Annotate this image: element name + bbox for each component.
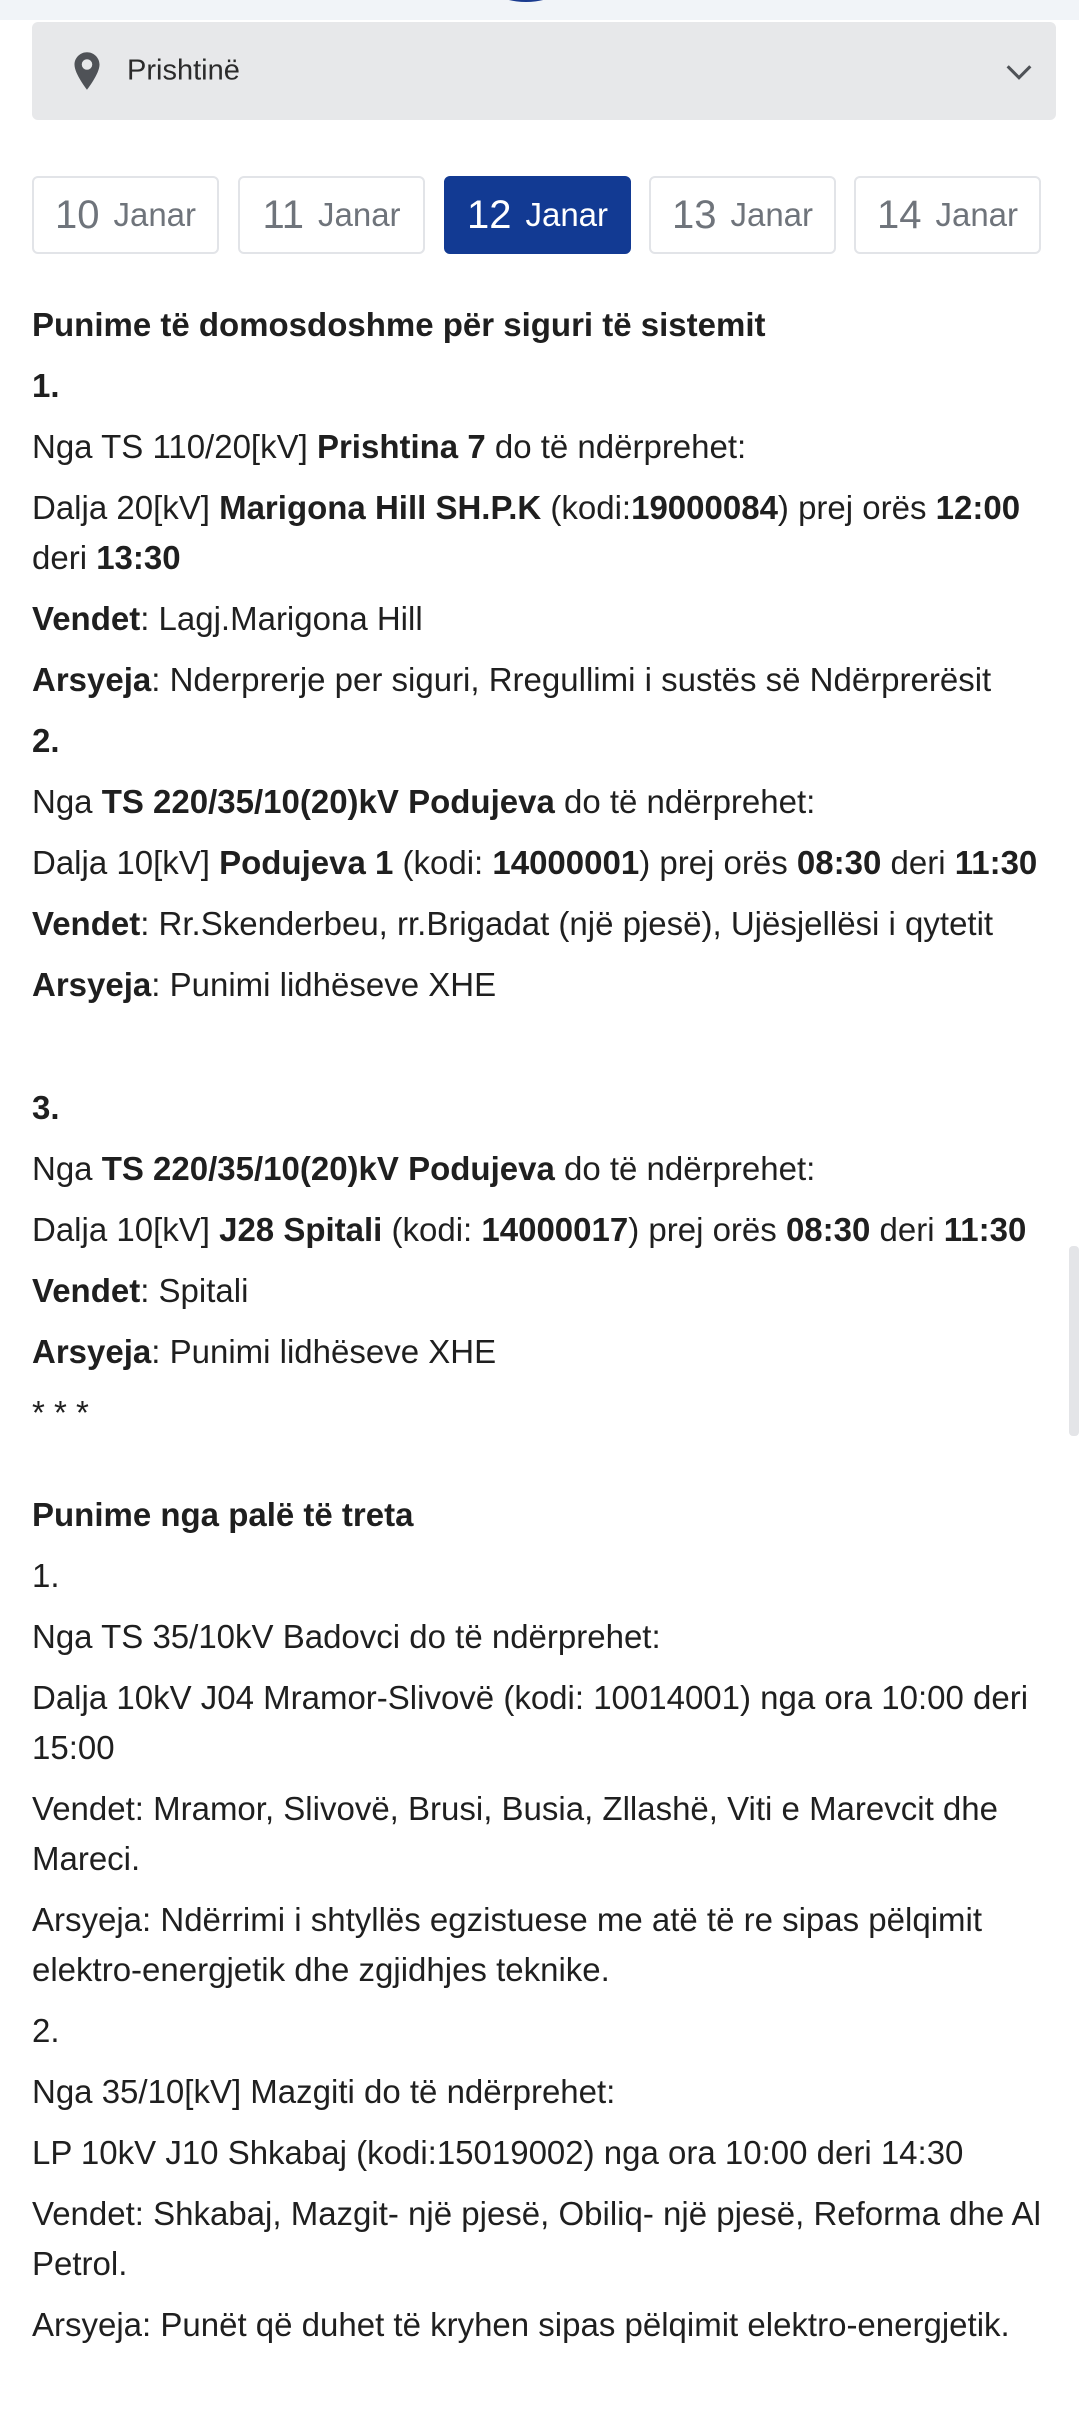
item-feeder-line: Dalja 10kV J04 Mramor-Slivovë (kodi: 10014001) nga ora 10:00 deri 15:00 xyxy=(32,1679,1029,1766)
item-source-line: Nga 35/10[kV] Mazgiti do të ndërprehet: xyxy=(32,2073,616,2110)
places-label: Vendet xyxy=(32,905,141,942)
places-value: : Rr.Skenderbeu, rr.Brigadat (një pjesë), Ujësjellësi i qytetit xyxy=(140,905,994,942)
item-places xyxy=(32,1266,1062,1327)
top-bar xyxy=(0,0,1079,20)
start-time: 12:00 xyxy=(935,489,1021,526)
feeder-name: Podujeva 1 xyxy=(219,844,394,881)
item-reason xyxy=(32,960,1062,1021)
substation-name: Prishtina 7 xyxy=(316,428,486,465)
date-tab-11[interactable] xyxy=(238,176,425,254)
substation-name: TS 220/35/10(20)kV Podujeva xyxy=(101,783,555,820)
item-places xyxy=(32,899,1062,960)
reason-value: : Nderprerje per siguri, Rregullimi i sustës së Ndërprerësit xyxy=(151,661,992,698)
text: do të ndërprehet: xyxy=(554,1150,816,1187)
outage-list xyxy=(32,300,1062,2361)
text: do të ndërprehet: xyxy=(485,428,747,465)
text: ) prej orës xyxy=(639,844,797,881)
text: do të ndërprehet: xyxy=(554,783,816,820)
item-places xyxy=(32,594,1062,655)
date-tab-13[interactable] xyxy=(649,176,836,254)
text: deri xyxy=(881,844,955,881)
reason-label: Arsyeja xyxy=(32,661,152,698)
date-month: Janar xyxy=(317,196,401,233)
date-day: 10 xyxy=(54,192,100,237)
date-month: Janar xyxy=(113,196,197,233)
item-feeder-line xyxy=(32,1205,1062,1266)
text: ) prej orës xyxy=(777,489,936,526)
item-number: 2. xyxy=(32,722,60,759)
places-value: : Lagj.Marigona Hill xyxy=(140,600,423,637)
item-reason: Arsyeja: Punët që duhet të kryhen sipas pëlqimit elektro-energjetik. xyxy=(32,2306,1010,2343)
text: (kodi: xyxy=(382,1211,482,1248)
item-feeder-line xyxy=(32,483,1062,594)
item-source-line xyxy=(32,1144,1062,1205)
date-day: 13 xyxy=(671,192,717,237)
item-number: 1. xyxy=(32,367,60,404)
end-time: 13:30 xyxy=(96,539,181,576)
text: deri xyxy=(32,539,97,576)
chevron-down-icon xyxy=(1002,55,1036,89)
text: Dalja 20[kV] xyxy=(32,489,220,526)
item-feeder-line xyxy=(32,838,1062,899)
item-reason xyxy=(32,1327,1062,1388)
city-selected-label: Prishtinë xyxy=(127,54,240,87)
places-value: : Spitali xyxy=(140,1272,249,1309)
text: Nga xyxy=(32,783,102,820)
logo-circle xyxy=(476,0,576,2)
city-dropdown[interactable] xyxy=(32,22,1056,120)
text: Dalja 10[kV] xyxy=(32,1211,220,1248)
item-reason xyxy=(32,655,1062,716)
date-tabs xyxy=(32,176,1044,254)
reason-value: : Punimi lidhëseve XHE xyxy=(151,1333,497,1370)
start-time: 08:30 xyxy=(796,844,882,881)
text: (kodi: xyxy=(541,489,632,526)
date-month: Janar xyxy=(935,196,1019,233)
date-tab-10[interactable] xyxy=(32,176,219,254)
scrollbar[interactable] xyxy=(1069,1246,1079,1436)
reason-value: : Punimi lidhëseve XHE xyxy=(151,966,497,1003)
date-day: 14 xyxy=(876,192,922,237)
date-tab-12[interactable] xyxy=(444,176,631,254)
text: Dalja 10[kV] xyxy=(32,844,220,881)
feeder-code: 14000001 xyxy=(492,844,640,881)
date-day: 12 xyxy=(466,192,512,237)
text: deri xyxy=(870,1211,944,1248)
item-places: Vendet: Mramor, Slivovë, Brusi, Busia, Zllashë, Viti e Marevcit dhe Mareci. xyxy=(32,1790,998,1877)
feeder-code: 19000084 xyxy=(631,489,778,526)
item-source-line: Nga TS 35/10kV Badovci do të ndërprehet: xyxy=(32,1618,661,1655)
item-source-line xyxy=(32,777,1062,838)
item-number: 2. xyxy=(32,2012,60,2049)
date-month: Janar xyxy=(730,196,814,233)
feeder-name: Marigona Hill SH.P.K xyxy=(219,489,542,526)
spacer xyxy=(32,1449,1062,1490)
location-pin-icon xyxy=(72,52,102,90)
substation-name: TS 220/35/10(20)kV Podujeva xyxy=(101,1150,555,1187)
feeder-name: J28 Spitali xyxy=(219,1211,383,1248)
places-label: Vendet xyxy=(32,1272,141,1309)
reason-label: Arsyeja xyxy=(32,1333,152,1370)
spacer xyxy=(32,1021,1062,1083)
section-title: Punime nga palë të treta xyxy=(32,1496,414,1533)
date-day: 11 xyxy=(262,192,304,237)
item-number: 3. xyxy=(32,1089,60,1126)
text: (kodi: xyxy=(393,844,493,881)
text: ) prej orës xyxy=(628,1211,786,1248)
date-month: Janar xyxy=(525,196,609,233)
item-reason: Arsyeja: Ndërrimi i shtyllës egzistuese me atë të re sipas pëlqimit elektro-energjetik dhe zgjidhjes teknike. xyxy=(32,1901,983,1988)
item-places: Vendet: Shkabaj, Mazgit- një pjesë, Obiliq- një pjesë, Reforma dhe Al Petrol. xyxy=(32,2195,1041,2282)
date-tab-14[interactable] xyxy=(854,176,1041,254)
reason-label: Arsyeja xyxy=(32,966,152,1003)
end-time: 11:30 xyxy=(954,844,1038,881)
places-label: Vendet xyxy=(32,600,141,637)
text: Nga TS 110/20[kV] xyxy=(32,428,317,465)
separator: * * * xyxy=(32,1394,89,1431)
feeder-code: 14000017 xyxy=(481,1211,629,1248)
item-number: 1. xyxy=(32,1557,60,1594)
item-source-line xyxy=(32,422,1062,483)
end-time: 11:30 xyxy=(943,1211,1027,1248)
text: Nga xyxy=(32,1150,102,1187)
start-time: 08:30 xyxy=(785,1211,871,1248)
section-title: Punime të domosdoshme për siguri të sistemit xyxy=(32,306,766,343)
item-feeder-line: LP 10kV J10 Shkabaj (kodi:15019002) nga ora 10:00 deri 14:30 xyxy=(32,2134,964,2171)
